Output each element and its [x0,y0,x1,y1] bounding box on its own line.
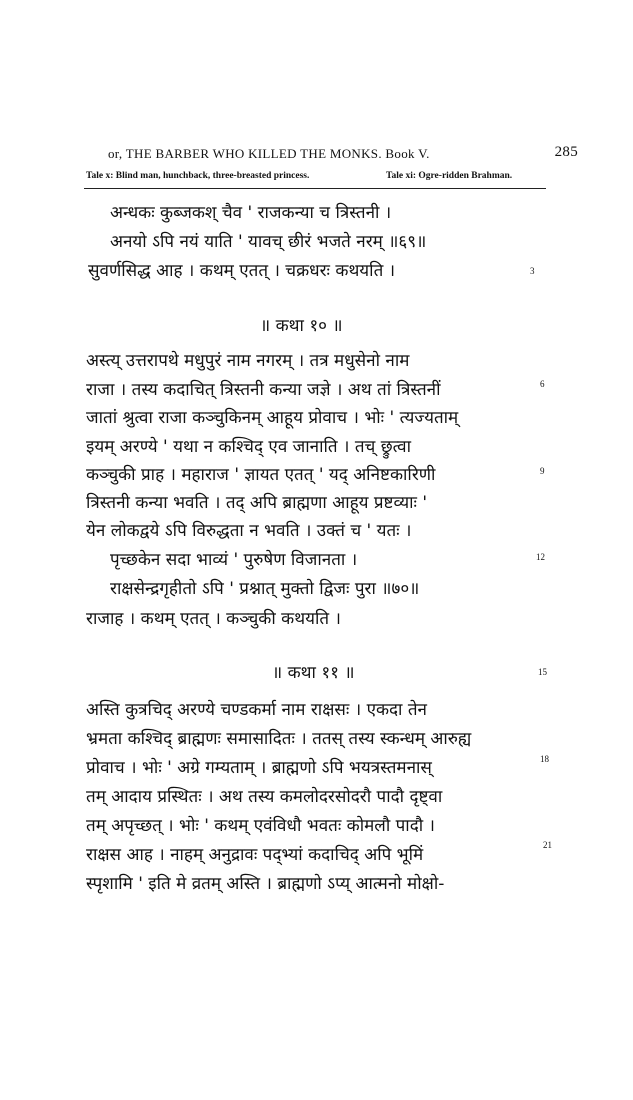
line-number: 12 [536,552,545,562]
subheader [86,171,566,181]
text-line: स्पृशामि ' इति मे व्रतम् अस्ति । ब्राह्मणो ऽप्य् आत्मनो मोक्षो- [86,874,445,894]
text-line: राक्षस आह । नाहम् अनुद्रावः पद्भ्यां कदाचिद् अपि भूमिं [86,845,424,865]
verse-line: अन्धकः कुब्जकश् चैव ' राजकन्या च त्रिस्तनी । [110,203,392,223]
text-line: येन लोकद्वये ऽपि विरुद्धता न भवति । उक्तं च ' यतः । [86,521,412,541]
subhead-left: Tale x: Blind man, hunchback, three-breasted princess. [86,171,310,181]
text-line: तम् आदाय प्रस्थितः । अथ तस्य कमलोदरसोदरौ पादौ दृष्ट्वा [86,787,443,807]
text-line: कञ्चुकी प्राह । महाराज ' ज्ञायत एतत् ' यद् अनिष्टकारिणी [86,465,436,485]
text-line: सुवर्णसिद्ध आह । कथम् एतत् । चक्रधरः कथयति । [88,261,396,281]
text-line: भ्रमता कश्चिद् ब्राह्मणः समासादितः । ततस् तस्य स्कन्धम् आरुह्य [86,729,472,749]
verse-line: अनयो ऽपि नयं याति ' यावच् छीरं भजते नरम् ॥६९॥ [110,232,427,252]
text-line: इयम् अरण्ये ' यथा न कश्चिद् एव जानाति । तच् छ्रुत्वा [86,437,412,457]
line-number: 9 [540,466,545,476]
page-number: 285 [554,144,578,160]
text-line: त्रिस्तनी कन्या भवति । तद् अपि ब्राह्मणा आहूय प्रष्टव्याः ' [86,493,428,513]
verse-line: पृच्छकेन सदा भाव्यं ' पुरुषेण विजानता । [110,550,358,570]
subhead-right: Tale xi: Ogre-ridden Brahman. [386,171,513,181]
text-line: राजा । तस्य कदाचित् त्रिस्तनी कन्या जज्ञे । अथ तां त्रिस्तनीं [86,380,441,400]
header-rule [84,188,546,189]
line-number: 15 [538,667,547,677]
verse-line: राक्षसेन्द्रगृहीतो ऽपि ' प्रश्नात् मुक्तो द्विजः पुरा ॥७०॥ [110,579,420,599]
text-line: तम् अपृच्छत् । भोः ' कथम् एवंविधौ भवतः कोमलौ पादौ । [86,816,435,836]
line-number: 6 [540,379,545,389]
text-line: प्रोवाच । भोः ' अग्रे गम्यताम् । ब्राह्मणो ऽपि भयत्रस्तमनास् [86,758,432,778]
running-title: or, THE BARBER WHO KILLED THE MONKS. Book V. [108,146,430,161]
section-heading: ॥ कथा ११ ॥ [272,663,355,683]
line-number: 3 [530,266,535,276]
section-heading: ॥ कथा १० ॥ [260,316,343,336]
text-line: अस्त्य् उत्तरापथे मधुपुरं नाम नगरम् । तत्र मधुसेनो नाम [86,351,410,371]
text-line: अस्ति कुत्रचिद् अरण्ये चण्डकर्मा नाम राक्षसः । एकदा तेन [86,700,427,720]
line-number: 21 [543,840,552,850]
text-line: जातां श्रुत्वा राजा कञ्चुकिनम् आहूय प्रोवाच । भोः ' त्यज्यताम् [86,408,459,428]
line-number: 18 [540,754,549,764]
running-header [108,146,578,162]
text-line: राजाह । कथम् एतत् । कञ्चुकी कथयति । [86,609,341,629]
